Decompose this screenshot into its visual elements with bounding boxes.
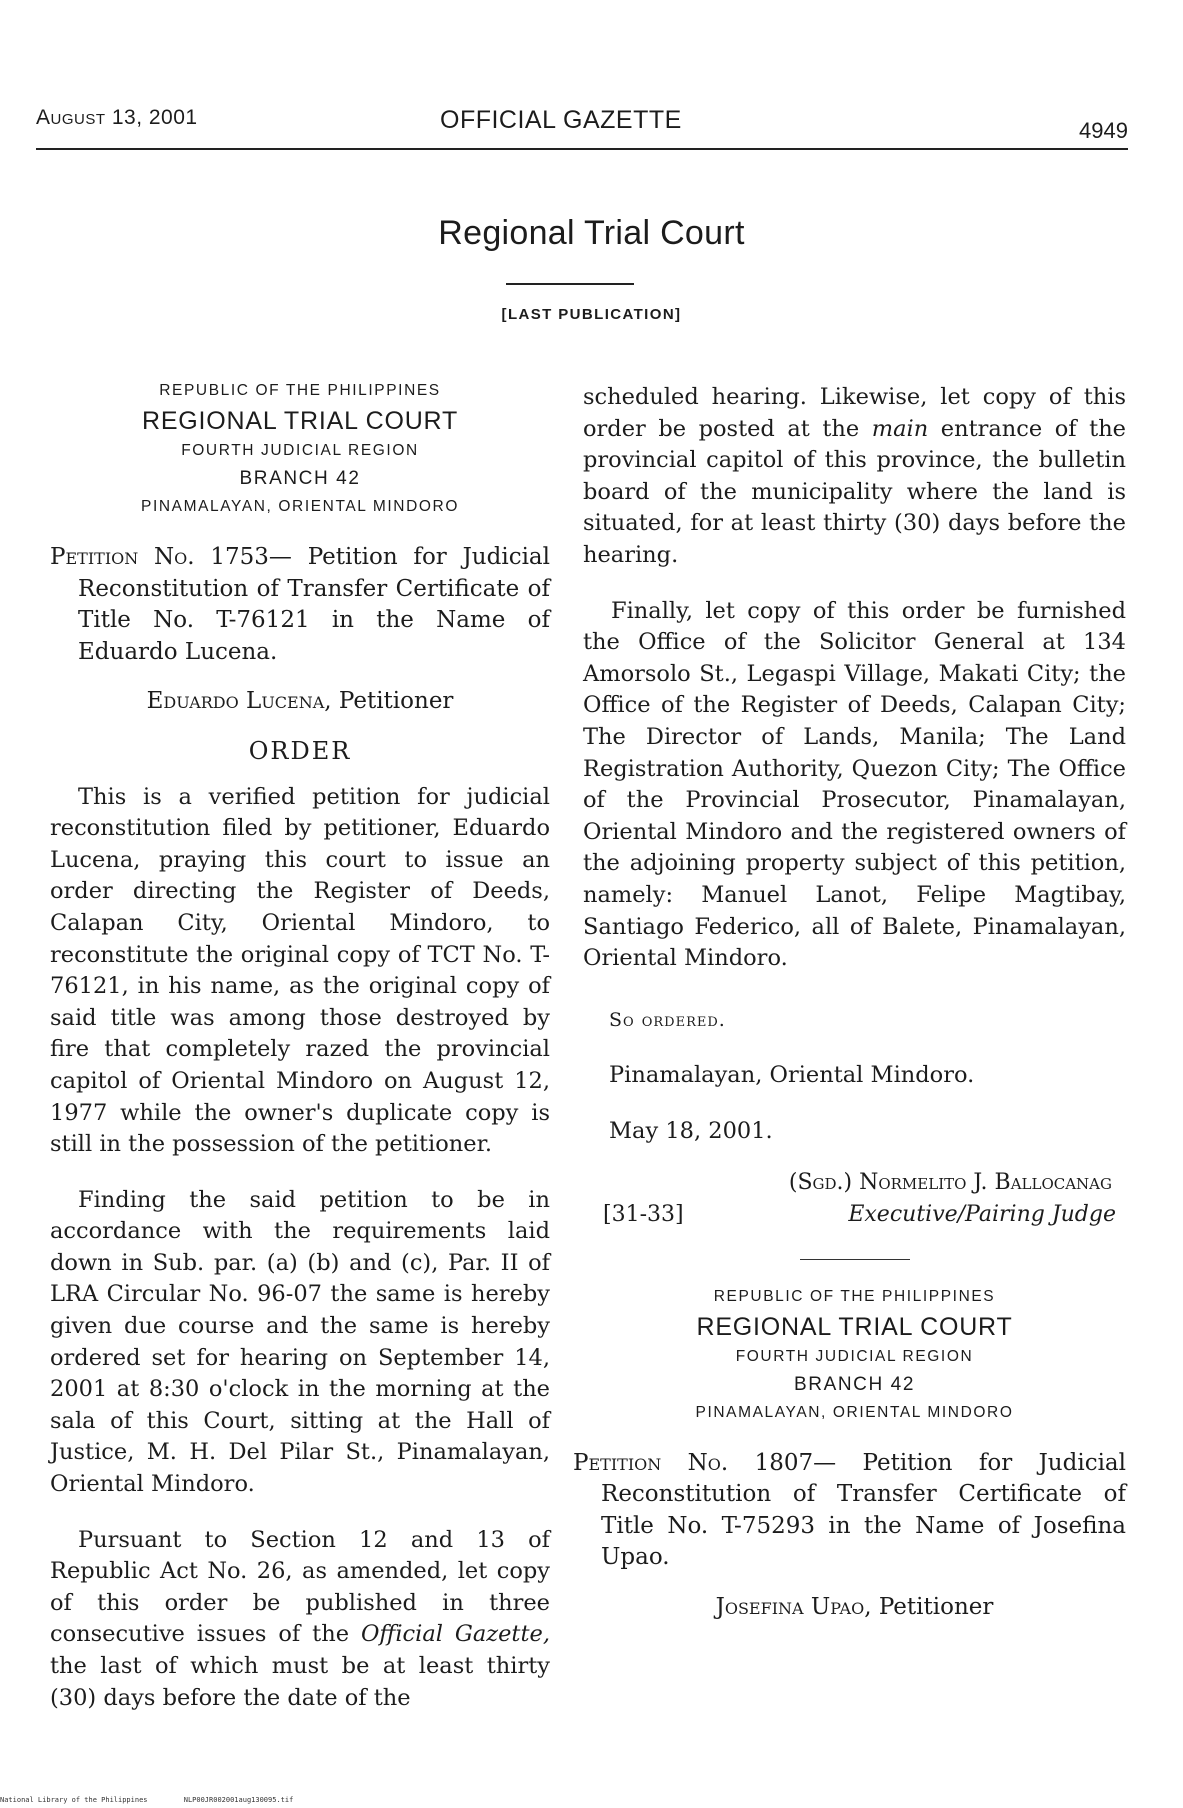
petitioner-name-2: Josefina Upao <box>715 1594 865 1621</box>
caption-court-2: REGIONAL TRIAL COURT <box>696 1312 1013 1341</box>
running-header <box>36 100 1128 143</box>
publication-note: [LAST PUBLICATION] <box>501 306 682 323</box>
caption-branch: BRANCH 42 <box>239 468 361 489</box>
judge-signature: (Sgd.) Normelito J. Ballocanag <box>788 1170 1112 1196</box>
order-paragraph-3 <box>50 1525 550 1715</box>
scan-footer <box>0 1796 325 1804</box>
caption-court: REGIONAL TRIAL COURT <box>141 407 459 435</box>
order-date: May 18, 2001. <box>609 1117 773 1144</box>
caption-republic: REPUBLIC OF THE PHILIPPINES <box>159 382 441 399</box>
paragraph-3-cont-a: scheduled hearing. Likewise, let copy of this order be posted at the <box>583 384 1126 442</box>
petition-description-2: Petition for Judicial Reconstitution of Transfer Certificate of Title No. T-75293 in the Name of Josefina Upao. <box>601 1449 1127 1571</box>
order-paragraph-4: Finally, let copy of this order be furnished the Office of the Solicitor General at 134 Amorsolo St., Legaspi Village, Makati City; the Office of the Register of Deeds, Calapan City; The Director of Lands, Manila; The Land Registration Authority, Quezon City; The Office of the Provincial Prosecutor, Pinamalayan, Oriental Mindoro and the registered owners of the adjoining property subject of this petition, namely: Manuel Lanot, Felipe Magtibay, Santiago Federico, all of Balete, Pinamalayan, Oriental Mindoro. <box>583 597 1126 972</box>
petition-number: Petition No. 1753— <box>50 544 292 570</box>
issue-reference: [31-33] <box>603 1202 684 1228</box>
court-caption <box>50 378 550 520</box>
order-heading: ORDER <box>248 736 352 765</box>
header-rule <box>36 148 1128 150</box>
petitioner-line <box>50 686 550 718</box>
order-place: Pinamalayan, Oriental Mindoro. <box>609 1062 975 1089</box>
so-ordered: So ordered. <box>609 1008 726 1031</box>
petitioner-role: , Petitioner <box>324 688 454 715</box>
scan-filename: NLP00JR002001aug130095.tif <box>183 1796 294 1804</box>
caption-republic-2: REPUBLIC OF THE PHILIPPINES <box>713 1287 996 1305</box>
judge-title: Executive/Pairing Judge <box>848 1202 1116 1228</box>
petition-title <box>50 542 550 668</box>
caption-location: PINAMALAYAN, ORIENTAL MINDORO <box>141 498 459 515</box>
order-paragraph-1: This is a verified petition for judicial reconstitution filed by petitioner, Eduardo Lucena, praying this court to issue an order directing the Register of Deeds, Calapan City, Oriental Mindoro, to reconstitute the original copy of TCT No. T-76121, in his name, as the original copy of said title was among those destroyed by fire that completely razed the provincial capitol of Oriental Mindoro on August 12, 1977 while the owner's duplicate copy is still in the possession of the petitioner. <box>50 783 550 1158</box>
order-paragraph-3-continued <box>583 382 1126 572</box>
issue-date: August 13, 2001 <box>36 106 198 129</box>
paragraph-3-cont-b: entrance of the provincial capitol of this province, the bulletin board of the municipality where the land is situated, for at least thirty (30) days before the hearing. <box>583 415 1126 568</box>
library-name: National Library of the Philippines <box>0 1796 148 1804</box>
right-column <box>573 382 1127 1624</box>
caption-location-2: PINAMALAYAN, ORIENTAL MINDORO <box>695 1403 1014 1421</box>
petitioner-role-2: , Petitioner <box>864 1594 994 1621</box>
page-number: 4949 <box>1079 118 1128 143</box>
signature-block <box>583 1199 1126 1231</box>
paragraph-3-text-b: the last of which must be at least thirty (30) days before the date of the <box>50 1653 550 1711</box>
section-rule <box>506 283 634 285</box>
main-italic: main <box>871 415 929 442</box>
left-column <box>50 378 550 1714</box>
petitioner-line-2 <box>583 1592 1126 1624</box>
caption-branch-2: BRANCH 42 <box>793 1373 916 1395</box>
petition-number-2: Petition No. 1807— <box>573 1449 837 1476</box>
paragraph-3-text-a: Pursuant to Section 12 and 13 of Republic Act No. 26, as amended, let copy of this order be published in three consecutive issues of the <box>50 1526 550 1648</box>
petition-description: Petition for Judicial Reconstitution of Transfer Certificate of Title No. T-76121 in the Name of Eduardo Lucena. <box>78 544 550 665</box>
petitioner-name: Eduardo Lucena <box>146 688 325 715</box>
petition-title-2 <box>573 1448 1126 1574</box>
gazette-title: OFFICIAL GAZETTE <box>440 106 682 134</box>
section-title: Regional Trial Court <box>438 214 745 252</box>
caption-region-2: FOURTH JUDICIAL REGION <box>735 1347 974 1365</box>
order-paragraph-2: Finding the said petition to be in accordance with the requirements laid down in Sub. par. (a) (b) and (c), Par. II of LRA Circular No. 96-07 the same is hereby given due course and the same is hereby ordered set for hearing on September 14, 2001 at 8:30 o'clock in the morning at the sala of this Court, sitting at the Hall of Justice, M. H. Del Pilar St., Pinamalayan, Oriental Mindoro. <box>50 1186 550 1498</box>
court-caption-2 <box>583 1284 1126 1426</box>
caption-region: FOURTH JUDICIAL REGION <box>181 442 419 459</box>
gazette-italic: Official Gazette, <box>360 1621 550 1648</box>
